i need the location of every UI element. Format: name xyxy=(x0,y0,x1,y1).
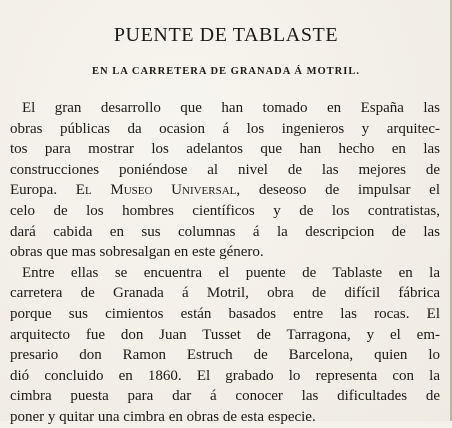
article-title: PUENTE DE TABLASTE xyxy=(113,24,339,46)
body-line: construcciones poniéndose al nivel de las mejores de xyxy=(10,161,440,178)
body-line-text: Europa. xyxy=(10,182,76,199)
body-line-text: , deseoso de impulsar el xyxy=(236,182,440,199)
body-line: arquitecto fue don Juan Tusset de Tarragona, y el em- xyxy=(10,326,440,343)
article-body xyxy=(10,98,440,428)
publication-name: El Museo Universal xyxy=(75,182,237,199)
body-line: Entre ellas se encuentra el puente de Tablaste en la xyxy=(22,264,440,281)
body-line: obras que mas sobresalgan en este género. xyxy=(10,244,264,261)
body-line: porque sus cimientos están basados entre las rocas. El xyxy=(10,305,440,322)
body-line: poner y quitar una cimbra en obras de esta especie. xyxy=(10,408,316,425)
body-line: celo de los hombres científicos y de los contratistas, xyxy=(10,202,440,219)
body-line: obras públicas da ocasion á los ingenieros y arquitec- xyxy=(10,120,440,137)
body-line: El gran desarrollo que han tomado en España las xyxy=(22,100,440,116)
body-line: cimbra puesta para dar á conocer las dificultades de xyxy=(10,388,440,405)
body-line: presario don Ramon Estruch de Barcelona, quien lo xyxy=(10,347,440,364)
body-line: carretera de Granada á Motril, obra de difícil fábrica xyxy=(10,285,440,302)
body-line xyxy=(10,180,440,201)
body-line: dará cabida en sus columnas á la descripcion de las xyxy=(10,223,440,240)
article-subtitle: EN LA CARRETERA DE GRANADA Á MOTRIL. xyxy=(92,66,360,77)
body-line: dió concluido en 1860. El grabado lo representa con la xyxy=(10,367,440,384)
body-line: tos para mostrar los adelantos que han hecho en las xyxy=(10,141,440,158)
